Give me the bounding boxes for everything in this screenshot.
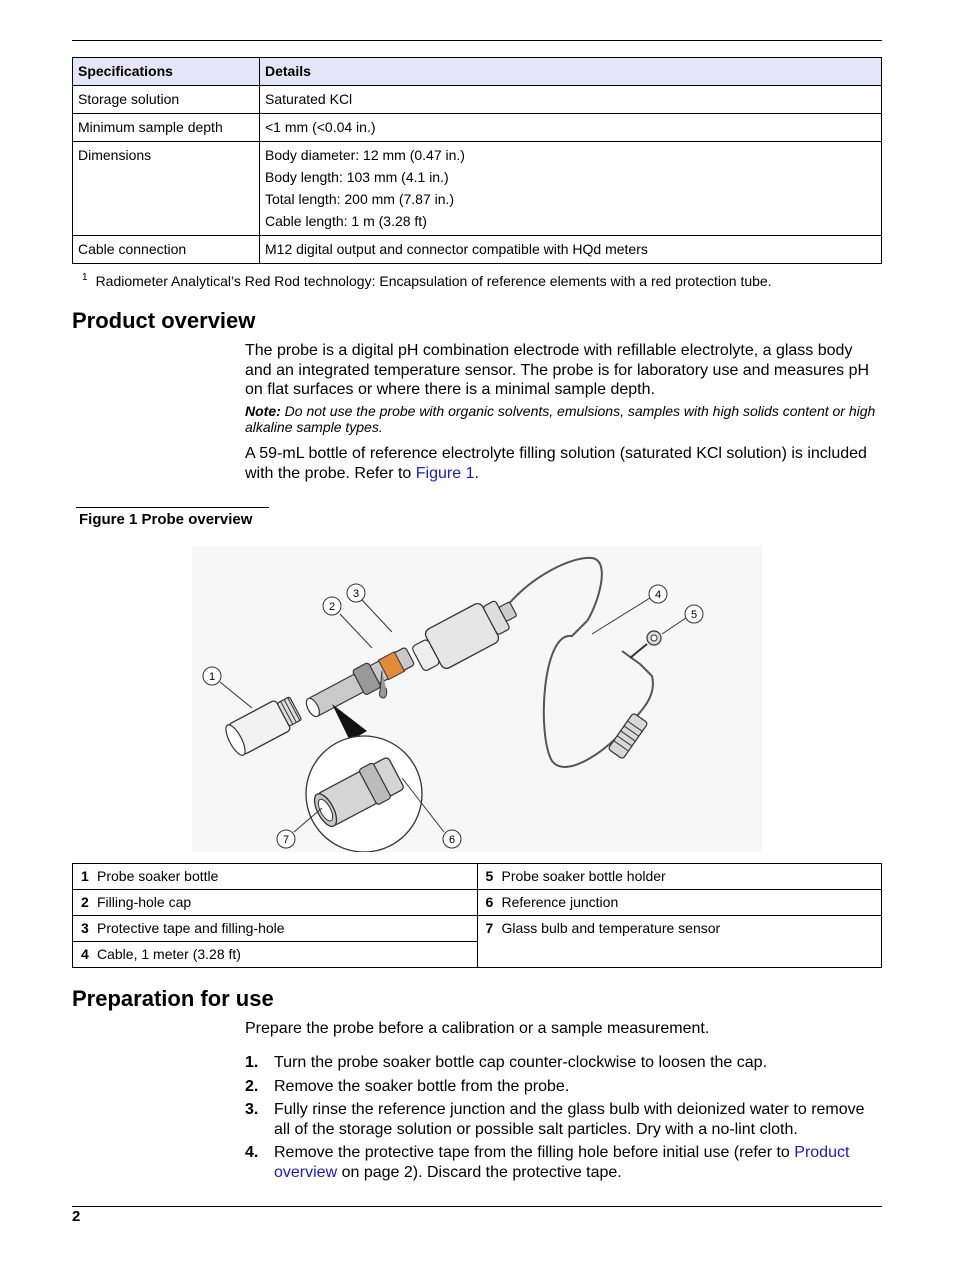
step-text: Fully rinse the reference junction and the glass bulb with deionized water to remove all of the storage solution or possible salt particles. Dry with a no-lint cloth.	[274, 1101, 865, 1138]
table-header-row	[73, 58, 882, 86]
legend-number: 7	[485, 920, 494, 936]
section-heading: Product overview	[72, 308, 256, 333]
legend-item	[73, 864, 478, 890]
holder-ring-inner	[651, 635, 657, 641]
legend-item	[477, 916, 882, 968]
legend-number: 5	[485, 868, 494, 884]
legend-label: Reference junction	[501, 894, 619, 910]
note	[245, 403, 881, 435]
note-text: Do not use the probe with organic solvents, emulsions, samples with high solids content or high alkaline sample types.	[245, 403, 876, 435]
svg-text:2: 2	[328, 601, 336, 613]
legend-number: 4	[81, 946, 89, 962]
legend-number: 3	[81, 920, 89, 936]
figure-background	[192, 546, 762, 852]
legend-item	[477, 864, 882, 890]
paragraph-text: A 59-mL bottle of reference electrolyte filling solution (saturated KCl solution) is included with the probe. Refer to	[245, 445, 867, 482]
list-item	[245, 1143, 881, 1182]
footer-rule	[72, 1206, 882, 1207]
list-item	[245, 1053, 881, 1073]
legend-label: Probe soaker bottle holder	[501, 868, 666, 884]
spec-details	[260, 114, 882, 142]
table-row	[73, 142, 882, 236]
note-label: Note:	[245, 403, 281, 419]
product-overview-link[interactable]: Product overview	[274, 1144, 850, 1181]
column-header: Specifications	[73, 58, 260, 86]
callout-6	[443, 830, 461, 848]
legend-label: Filling-hole cap	[97, 894, 192, 910]
callout-3	[347, 584, 365, 602]
step-number: 2.	[245, 1077, 259, 1095]
list-item	[245, 1077, 881, 1097]
legend-item	[73, 890, 478, 916]
detail-line: Body diameter: 12 mm (0.47 in.)	[265, 147, 465, 163]
column-header: Details	[260, 58, 882, 86]
table-row	[73, 890, 882, 916]
figure-legend-table	[72, 863, 882, 968]
section-heading: Preparation for use	[72, 986, 274, 1011]
callout-4	[649, 585, 667, 603]
svg-text:5: 5	[690, 609, 698, 621]
paragraph: Prepare the probe before a calibration or a sample measurement.	[245, 1020, 710, 1037]
footnote-text: Radiometer Analytical’s Red Rod technology: Encapsulation of reference elements with a red protection tube.	[95, 273, 772, 289]
legend-label: Glass bulb and temperature sensor	[501, 920, 721, 936]
legend-item	[73, 942, 478, 968]
figure-link[interactable]: Figure 1	[415, 464, 475, 482]
table-row	[73, 86, 882, 114]
figure-rule	[76, 507, 269, 508]
spec-name: Storage solution	[73, 86, 260, 114]
step-text: Turn the probe soaker bottle cap counter-clockwise to loosen the cap.	[274, 1054, 768, 1071]
svg-text:6: 6	[448, 834, 456, 846]
table-row	[73, 236, 882, 264]
footnote	[82, 272, 772, 289]
step-text: Remove the soaker bottle from the probe.	[274, 1077, 570, 1095]
legend-item	[73, 916, 478, 942]
svg-text:3: 3	[352, 588, 360, 600]
spec-details	[260, 142, 882, 236]
detail-line: Cable length: 1 m (3.28 ft)	[265, 213, 427, 229]
legend-label: Probe soaker bottle	[97, 868, 219, 884]
svg-text:7: 7	[282, 834, 290, 846]
callout-1	[203, 667, 221, 685]
legend-label: Cable, 1 meter (3.28 ft)	[97, 946, 241, 962]
callout-5	[685, 605, 703, 623]
legend-item	[477, 890, 882, 916]
table-row	[73, 114, 882, 142]
spec-name: Dimensions	[73, 142, 260, 236]
paragraph-text: .	[474, 464, 479, 482]
step-number: 1.	[245, 1054, 259, 1071]
callout-2	[323, 597, 341, 615]
page-number: 2	[72, 1208, 81, 1225]
legend-number: 6	[485, 894, 494, 910]
header-rule	[72, 40, 882, 41]
specifications-table	[72, 57, 882, 264]
legend-number: 2	[81, 894, 89, 910]
svg-text:1: 1	[208, 671, 216, 683]
spec-name: Cable connection	[73, 236, 260, 264]
spec-details	[260, 236, 882, 264]
detail-line: Total length: 200 mm (7.87 in.)	[265, 191, 455, 207]
probe-illustration	[192, 546, 762, 852]
footnote-number: 1	[82, 272, 88, 283]
table-row	[73, 864, 882, 890]
table-row	[73, 916, 882, 942]
detail-line: Body length: 103 mm (4.1 in.)	[265, 169, 449, 185]
step-number: 4.	[245, 1144, 259, 1161]
spec-name: Minimum sample depth	[73, 114, 260, 142]
detail-line: M12 digital output and connector compatible with HQd meters	[265, 241, 648, 257]
legend-label: Protective tape and filling-hole	[97, 920, 285, 936]
callout-7	[277, 830, 295, 848]
legend-number: 1	[81, 868, 89, 884]
paragraph	[245, 444, 881, 483]
detail-line: Saturated KCl	[265, 91, 353, 107]
procedure-steps	[245, 1053, 881, 1186]
list-item	[245, 1100, 881, 1139]
paragraph: The probe is a digital pH combination electrode with refillable electrolyte, a glass body and an integrated temperature sensor. The probe is for laboratory use and measures pH on flat surfaces or where there is a minimal sample depth.	[245, 342, 870, 398]
step-text: Remove the protective tape from the filling hole before initial use (refer to	[274, 1144, 795, 1161]
svg-text:4: 4	[654, 589, 662, 601]
figure-caption: Figure 1 Probe overview	[79, 511, 253, 528]
step-text: on page 2). Discard the protective tape.	[337, 1163, 622, 1181]
spec-details	[260, 86, 882, 114]
detail-line: <1 mm (<0.04 in.)	[265, 119, 376, 135]
step-number: 3.	[245, 1101, 259, 1118]
